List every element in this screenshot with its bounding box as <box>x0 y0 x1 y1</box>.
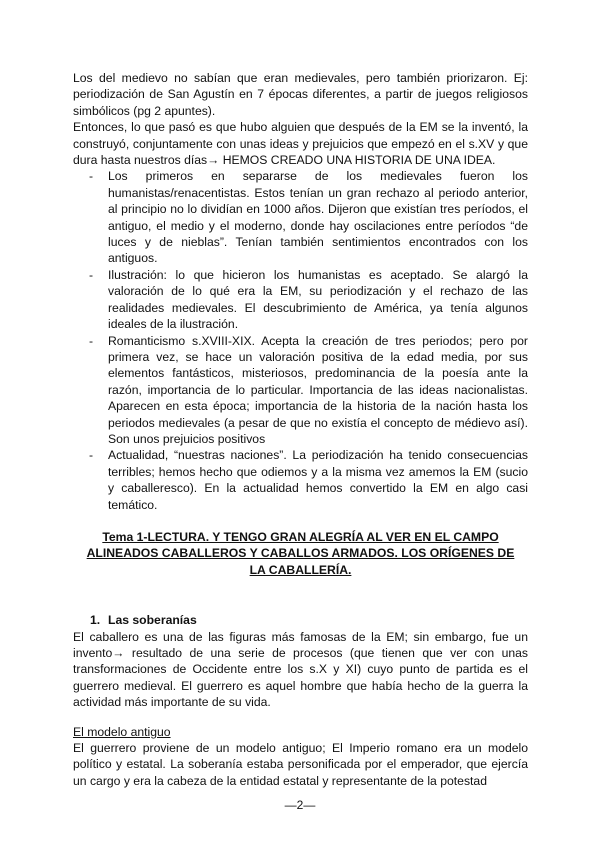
subsection-paragraph: El guerrero proviene de un modelo antiguo; El Imperio romano era un modelo político y estatal. La soberanía estaba personificada por el emperador, que ejercía un cargo y era la cabeza de la entidad estatal y representante de la potestad <box>73 741 528 788</box>
list-item-text: Romanticismo s.XVIII-XIX. Acepta la creación de tres periodos; pero por primera vez, se hace un valoración positiva de la edad media, por sus elementos fantásticos, misteriosos, predominancia de la poesía ante la razón, importancia de lo particular. Importancia de las ideas nacionalistas. Aparecen en esta época; importancia de la historia de la nación hasta los periodos medievales (a pesar de que no existía el concepto de médievo así). Son unos prejuicios positivos <box>108 333 528 446</box>
section-heading <box>73 612 528 628</box>
section-title: Las soberanías <box>108 613 197 628</box>
intro-paragraph-1: Los del medievo no sabían que eran medievales, pero también priorizaron. Ej: periodización de San Agustín en 7 épocas diferentes, a partir de juegos religiosos simbólicos (pg 2 apuntes). <box>73 71 528 118</box>
dash-bullet: - <box>89 448 94 463</box>
list-item-text: Ilustración: lo que hicieron los humanistas es aceptado. Se alargó la valoración de lo qué era la EM, su periodización y el rechazo de las realidades medievales. El descubrimiento de América, ya tenía algunos ideales de la ilustración. <box>108 267 528 332</box>
section-number: 1. <box>90 613 101 628</box>
list-item <box>73 447 528 513</box>
dash-bullet: - <box>89 333 94 348</box>
page-number: —2— <box>284 798 316 812</box>
subsection-heading: El modelo antiguo <box>73 724 171 739</box>
list-item <box>73 267 528 333</box>
dash-bullet: - <box>89 169 94 184</box>
periodization-list <box>73 168 528 513</box>
list-item-text: Actualidad, “nuestras naciones”. La periodización ha tenido consecuencias terribles; hemos hecho que odiemos y a la misma vez amemos la EM (sucio y caballeresco). En la actualidad hemos convertido la EM en algo casi temático. <box>108 448 528 512</box>
tema-title: Tema 1-LECTURA. Y TENGO GRAN ALEGRÍA AL VER EN EL CAMPO ALINEADOS CABALLEROS Y CABALLOS ARMADOS. LOS ORÍGENES DE LA CABALLERÍA. <box>86 529 515 577</box>
document-page <box>73 70 528 789</box>
list-item-text: Los primeros en separarse de los medievales fueron los humanistas/renacentistas. Estos tenían un gran rechazo al periodo anterior, al principio no lo dividían en 1000 años. Dijeron que existían tres períodos, el antiguo, el medio y el moderno, donde hay oscilaciones entre períodos “de luces y de nieblas”. Tenían también sentimientos encontrados con los antiguos. <box>108 169 528 266</box>
list-item <box>73 168 528 266</box>
dash-bullet: - <box>89 267 94 282</box>
list-item <box>73 333 528 448</box>
section-paragraph: El caballero es una de las figuras más famosas de la EM; sin embargo, fue un invento→ resultado de una serie de procesos (que tienen que ver con unas transformaciones de Occidente entre los s.X y XI) cuyo punto de partida es el guerrero medieval. El guerrero es aquel hombre que había hecho de la guerra la actividad más importante de su vida. <box>73 629 528 710</box>
intro-paragraph-2: Entonces, lo que pasó es que hubo alguien que después de la EM se la inventó, la construyó, conjuntamente con unas ideas y prejuicios que empezó en el s.XV y que dura hasta nuestros días→ HEMOS CREADO UNA HISTORIA DE UNA IDEA. <box>73 120 528 168</box>
